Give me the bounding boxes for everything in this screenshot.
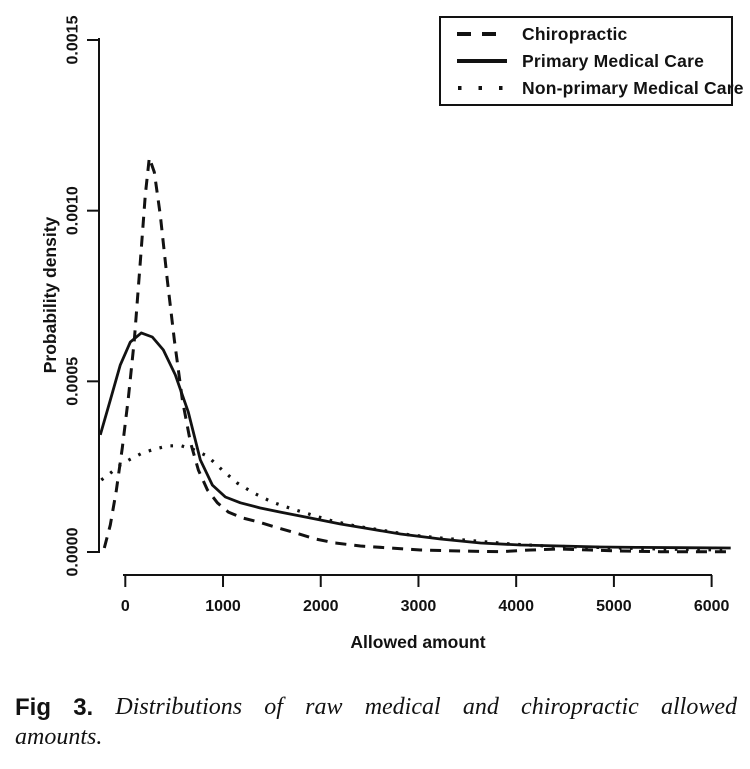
series-chiropractic <box>104 158 726 552</box>
y-tick-label: 0.0000 <box>64 527 82 577</box>
legend-label: Primary Medical Care <box>522 50 705 71</box>
legend-label: Non-primary Medical Care <box>522 77 744 98</box>
solid-line-sample-icon <box>454 52 510 70</box>
caption-word: Distributions <box>115 694 243 720</box>
caption-word: medical <box>364 694 441 720</box>
y-tick-label: 0.0005 <box>64 356 82 406</box>
series-non-primary-medical-care <box>101 446 730 550</box>
caption-line-2: amounts. <box>15 724 103 750</box>
legend-item-non-primary-medical-care <box>454 76 744 100</box>
x-tick-label: 1000 <box>205 598 241 615</box>
y-axis-title: Probability density <box>40 216 61 374</box>
series-primary-medical-care <box>100 333 730 548</box>
x-axis-title: Allowed amount <box>350 632 486 652</box>
figure-caption <box>15 694 737 751</box>
caption-word: chiropractic <box>521 694 639 720</box>
legend-item-chiropractic <box>454 22 731 46</box>
x-tick-label: 2000 <box>302 598 339 615</box>
y-tick-label: 0.0010 <box>64 186 82 236</box>
caption-line-1 <box>15 694 737 721</box>
caption-word: allowed <box>660 694 737 720</box>
caption-word: raw <box>305 694 343 720</box>
x-tick-label: 4000 <box>498 598 534 615</box>
caption-word: of <box>264 694 283 720</box>
dotted-line-sample-icon <box>454 79 510 97</box>
x-tick-label: 3000 <box>400 598 437 615</box>
caption-word: 3. <box>73 694 94 721</box>
caption-word: Fig <box>15 694 51 721</box>
chart-legend <box>439 16 744 106</box>
y-tick-label: 0.0015 <box>64 15 82 65</box>
legend-item-primary-medical-care <box>454 49 731 73</box>
dashed-line-sample-icon <box>454 25 510 43</box>
x-tick-label: 5000 <box>596 598 632 615</box>
legend-label: Chiropractic <box>522 23 628 44</box>
x-tick-label: 6000 <box>693 598 730 615</box>
x-tick-label: 0 <box>120 598 130 615</box>
caption-word: and <box>462 694 499 720</box>
